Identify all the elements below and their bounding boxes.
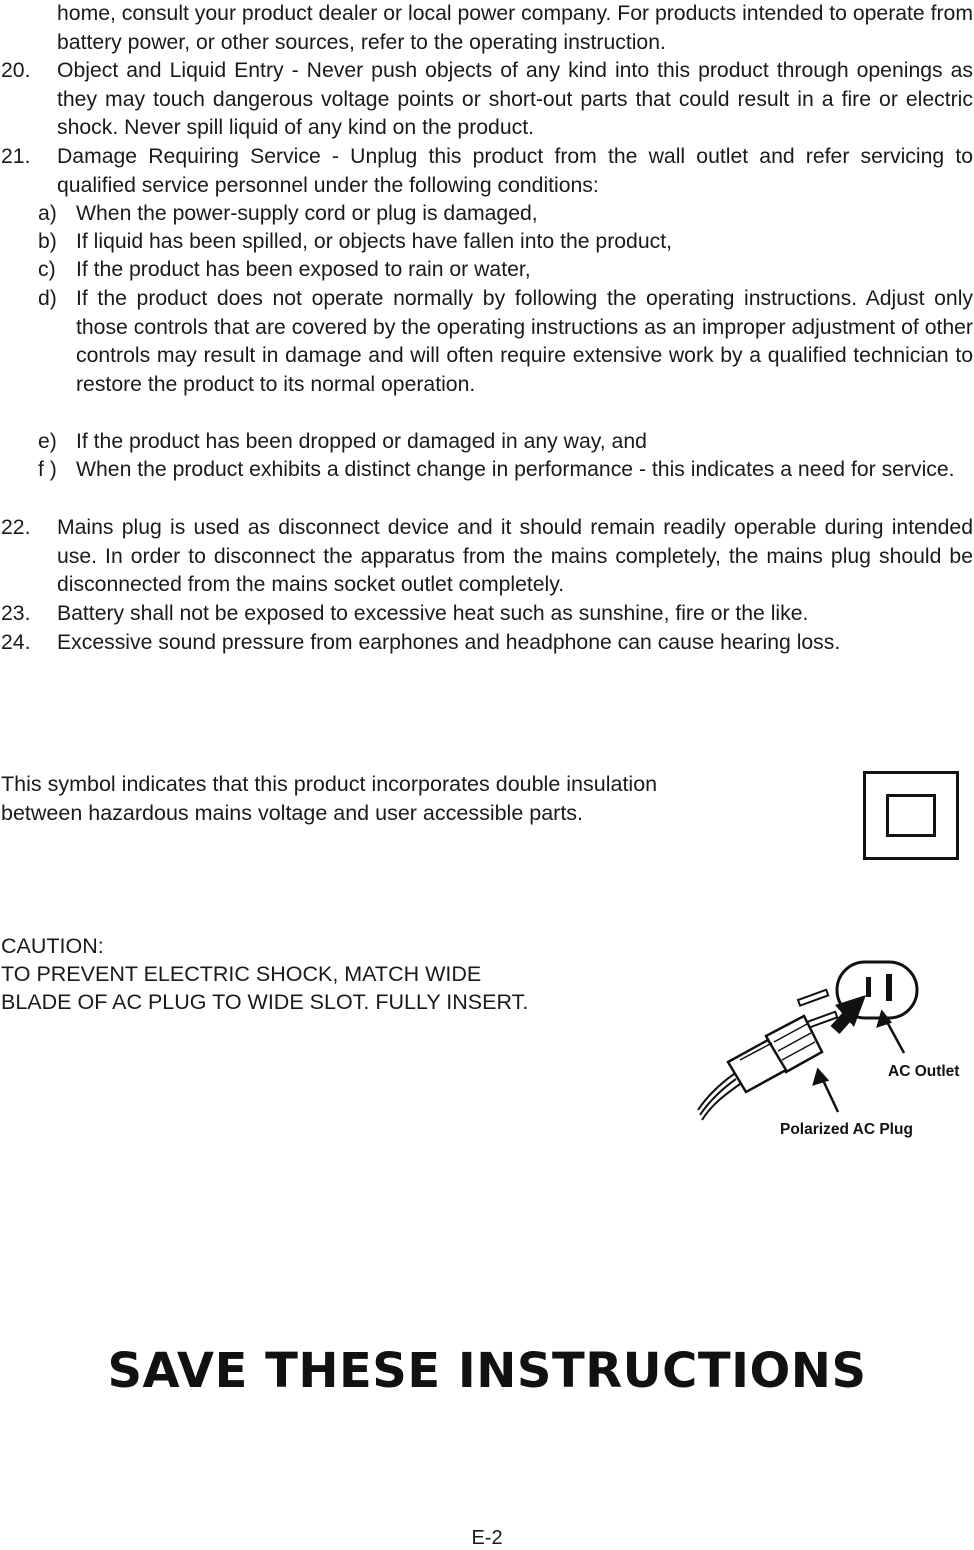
plug-body-icon xyxy=(728,1016,822,1092)
ac-outlet-label: AC Outlet xyxy=(888,1063,960,1080)
sub-item-c xyxy=(0,256,974,285)
item-23 xyxy=(0,600,974,629)
item-text: Damage Requiring Service - Unplug this product from the wall outlet and refer servicing to qualified service personnel under the following conditions: xyxy=(57,145,973,197)
caution-line: TO PREVENT ELECTRIC SHOCK, MATCH WIDE xyxy=(1,962,482,986)
sub-item-letter: c) xyxy=(38,258,56,281)
caution-heading: CAUTION: xyxy=(1,934,104,958)
sub-item-letter: d) xyxy=(38,287,57,310)
sub-item-text: If the product does not operate normally by following the operating instructions. Adjust only those controls that are covered by the operating instructions as an improper adjustment of other controls may result in damage and will often require extensive work by a qualified technician to restore the product to its normal operation. xyxy=(76,287,973,396)
item-text: Mains plug is used as disconnect device and it should remain readily operable during intended use. In order to disconnect the apparatus from the mains completely, the mains plug should be disconnected from the mains socket outlet completely. xyxy=(57,516,973,597)
sub-item-letter: a) xyxy=(38,202,57,225)
power-cord-icon xyxy=(698,1074,740,1120)
sub-item-text: When the product exhibits a distinct change in performance - this indicates a need for service. xyxy=(76,458,955,481)
caution-line: BLADE OF AC PLUG TO WIDE SLOT. FULLY INSERT. xyxy=(1,990,529,1014)
item-24 xyxy=(0,629,974,658)
double-insulation-icon xyxy=(863,771,959,860)
inner-square xyxy=(886,794,936,837)
sub-item-b xyxy=(0,228,974,257)
note-line: This symbol indicates that this product incorporates double insulation xyxy=(1,772,658,796)
save-instructions-title: SAVE THESE INSTRUCTIONS xyxy=(107,1343,867,1399)
polarized-plug-label: Polarized AC Plug xyxy=(780,1121,913,1138)
plug-illustration xyxy=(690,950,974,1140)
sub-item-letter: b) xyxy=(38,230,57,253)
item-text: Excessive sound pressure from earphones and headphone can cause hearing loss. xyxy=(57,631,841,654)
polarized-plug-figure xyxy=(690,950,974,1140)
sub-item-text: If the product has been exposed to rain or water, xyxy=(76,258,531,281)
intro-continuation: home, consult your product dealer or local power company. For products intended to operate from battery power, or other sources, refer to the operating instruction. xyxy=(57,2,973,54)
sub-item-d xyxy=(0,285,974,399)
sub-item-letter: f ) xyxy=(38,458,57,481)
item-number: 20. xyxy=(1,59,31,82)
item-21 xyxy=(0,143,974,200)
double-insulation-note xyxy=(1,770,801,828)
sub-item-text: When the power-supply cord or plug is damaged, xyxy=(76,202,538,225)
sub-item-text: If the product has been dropped or damaged in any way, and xyxy=(76,430,647,453)
item-22 xyxy=(0,514,974,600)
item-number: 23. xyxy=(1,602,31,625)
note-line: between hazardous mains voltage and user accessible parts. xyxy=(1,801,584,825)
caution-block xyxy=(1,932,641,1016)
item-number: 21. xyxy=(1,145,31,168)
sub-item-a xyxy=(0,200,974,229)
item-20 xyxy=(0,57,974,143)
label-arrow-plug xyxy=(814,1070,838,1112)
page-number: E-2 xyxy=(471,1527,503,1549)
sub-item-f xyxy=(0,456,974,485)
sub-item-e xyxy=(0,428,974,457)
item-number: 24. xyxy=(1,631,31,654)
item-number: 22. xyxy=(1,516,31,539)
sub-item-letter: e) xyxy=(38,430,57,453)
item-text: Object and Liquid Entry - Never push objects of any kind into this product through openings as they may touch dangerous voltage points or short-out parts that could result in a fire or electric shock. Never spill liquid of any kind on the product. xyxy=(57,59,973,140)
sub-item-text: If liquid has been spilled, or objects have fallen into the product, xyxy=(76,230,672,253)
item-text: Battery shall not be exposed to excessive heat such as sunshine, fire or the like. xyxy=(57,602,809,625)
